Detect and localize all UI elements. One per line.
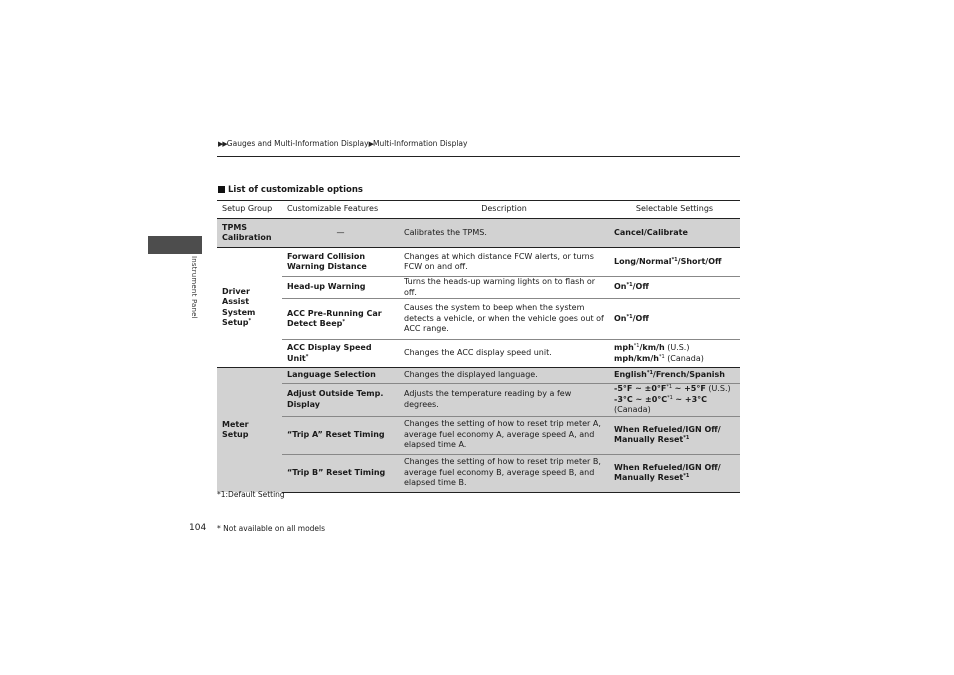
table-row: [217, 340, 740, 368]
settings-cell: On$^{*1}$/Off: [609, 277, 740, 299]
description-cell: Calibrates the TPMS.: [399, 219, 609, 248]
feature-cell: Forward Collision Warning Distance: [282, 248, 399, 277]
settings-cell: Long/Normal$^{*1}$/Short/Off: [609, 248, 740, 277]
description-cell: Changes at which distance FCW alerts, or turns FCW on and off.: [399, 248, 609, 277]
customizable-options-table: [217, 200, 740, 493]
description-cell: Changes the ACC display speed unit.: [399, 340, 609, 368]
double-triangle-icon: ▶▶: [218, 140, 227, 148]
settings-cell: -5°F ~ $\pm 0^\circ F^{*1}$ ~ +5°F (U.S.) -3°C ~ $\pm 0^\circ C^{*1}$ ~ +3°C (Canada): [609, 384, 740, 417]
settings-cell: When Refueled/IGN Off/ Manually Reset$^{*1}$: [609, 416, 740, 454]
breadcrumb: [218, 139, 467, 148]
description-cell: Changes the setting of how to reset trip meter B, average fuel economy B, average speed B, and elapsed time B.: [399, 454, 609, 492]
group-driver-assist: Driver Assist System Setup*: [217, 248, 282, 368]
header-settings: Selectable Settings: [609, 201, 740, 219]
settings-cell: Cancel/Calibrate: [609, 219, 740, 248]
table-row: [217, 384, 740, 417]
feature-cell: ACC Pre-Running Car Detect Beep*: [282, 299, 399, 340]
header-setup-group: Setup Group: [217, 201, 282, 219]
feature-cell: ACC Display Speed Unit*: [282, 340, 399, 368]
feature-cell: —: [282, 219, 399, 248]
chapter-tab: [148, 236, 202, 254]
table-row: [217, 248, 740, 277]
table-row: [217, 368, 740, 384]
section-title-text: List of customizable options: [228, 185, 363, 195]
description-cell: Adjusts the temperature reading by a few degrees.: [399, 384, 609, 417]
page-number: 104: [189, 523, 207, 533]
header-features: Customizable Features: [282, 201, 399, 219]
footnote-availability: * Not available on all models: [217, 524, 326, 533]
description-cell: Changes the setting of how to reset trip meter A, average fuel economy A, average speed A, and elapsed time A.: [399, 416, 609, 454]
feature-cell: “Trip A” Reset Timing: [282, 416, 399, 454]
feature-cell: Language Selection: [282, 368, 399, 384]
description-cell: Causes the system to beep when the system detects a vehicle, or when the vehicle goes out of ACC range.: [399, 299, 609, 340]
settings-cell: English$^{*1}$/French/Spanish: [609, 368, 740, 384]
settings-cell: When Refueled/IGN Off/ Manually Reset$^{*1}$: [609, 454, 740, 492]
header-description: Description: [399, 201, 609, 219]
description-cell: Turns the heads-up warning lights on to flash or off.: [399, 277, 609, 299]
breadcrumb-part1: Gauges and Multi-Information Display: [226, 139, 369, 148]
table-row: [217, 299, 740, 340]
breadcrumb-part2: Multi-Information Display: [372, 139, 468, 148]
footnote-default-setting: *1:Default Setting: [217, 490, 285, 499]
feature-cell: Adjust Outside Temp. Display: [282, 384, 399, 417]
settings-cell: mph$^{*1}$/km/h (U.S.) mph/$km/h^{*1}$ (Canada): [609, 340, 740, 368]
triangle-icon: ▶: [368, 140, 373, 148]
square-bullet-icon: [218, 186, 225, 193]
feature-cell: Head-up Warning: [282, 277, 399, 299]
table-header-row: [217, 201, 740, 219]
chapter-label: Instrument Panel: [190, 256, 198, 319]
table-row: [217, 219, 740, 248]
group-meter-setup: Meter Setup: [217, 368, 282, 493]
settings-cell: On$^{*1}$/Off: [609, 299, 740, 340]
feature-cell: “Trip B” Reset Timing: [282, 454, 399, 492]
group-tpms: TPMS Calibration: [217, 219, 282, 248]
table-row: [217, 416, 740, 454]
table-row: [217, 277, 740, 299]
description-cell: Changes the displayed language.: [399, 368, 609, 384]
header-rule: [217, 156, 740, 157]
table-row: [217, 454, 740, 492]
section-title: [218, 185, 363, 195]
